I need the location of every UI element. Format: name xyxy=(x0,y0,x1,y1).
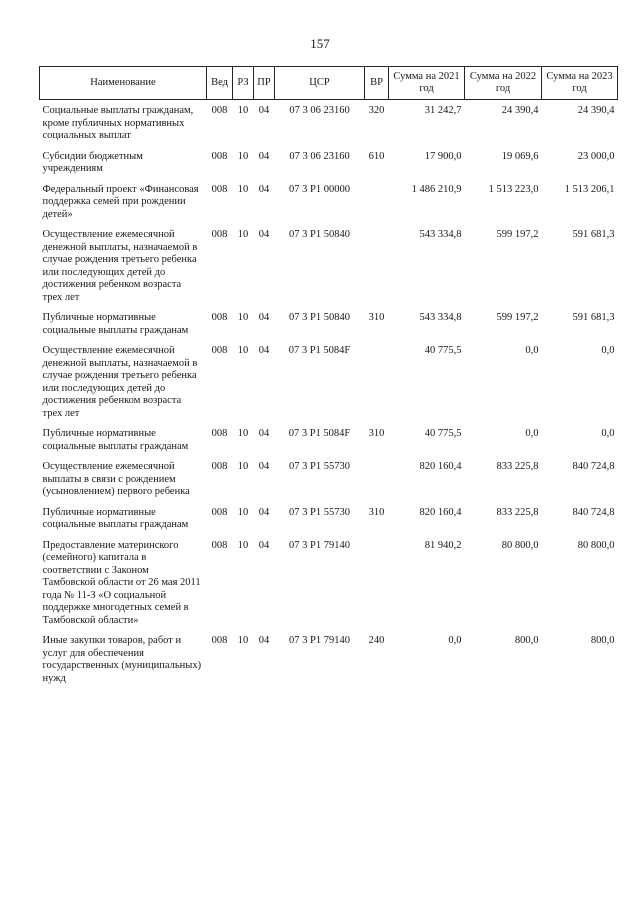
cell-name: Публичные нормативные социальные выплаты гражданам xyxy=(42,506,189,530)
table-row xyxy=(40,221,618,304)
cell-sum-2023: 591 681,3 xyxy=(572,229,615,240)
cell-vr: 320 xyxy=(368,105,385,116)
cell-sum-2022: 80 800,0 xyxy=(501,539,539,551)
cell-sum-2023: 840 724,8 xyxy=(572,461,615,472)
header-sum-2022: Сумма на 2022 год xyxy=(465,67,542,100)
cell-rz: 10 xyxy=(237,635,249,646)
cell-rz: 10 xyxy=(237,461,249,472)
cell-rz: 10 xyxy=(237,150,249,162)
cell-sum-2023: 24 390,4 xyxy=(577,105,615,116)
cell-name: Федеральный проект «Финансовая поддержка семей при рождении детей» xyxy=(42,183,199,220)
table-body xyxy=(40,100,618,686)
cell-vr: 310 xyxy=(368,312,385,323)
cell-name: Социальные выплаты гражданам, кроме публичных нормативных социальных выплат xyxy=(42,105,194,141)
cell-vr: 310 xyxy=(368,506,385,518)
cell-ved: 008 xyxy=(211,506,228,518)
table-row xyxy=(40,532,618,628)
cell-sum-2022: 833 225,8 xyxy=(496,461,539,472)
cell-ved: 008 xyxy=(211,461,228,472)
cell-vr xyxy=(365,532,389,628)
cell-name: Субсидии бюджетным учреждениям xyxy=(42,150,143,174)
cell-name: Предоставление материнского (семейного) капитала в соответствии с Законом Тамбовской области от 26 мая 2011 года № 11-З «О социальной поддержке многодетных семей в Тамбовской области» xyxy=(42,539,201,626)
page-number: 157 xyxy=(310,36,330,51)
cell-pr: 04 xyxy=(258,635,270,646)
cell-sum-2021: 17 900,0 xyxy=(424,150,462,162)
cell-ved: 008 xyxy=(211,105,228,116)
header-sum-2021: Сумма на 2021 год xyxy=(389,67,465,100)
cell-sum-2021: 820 160,4 xyxy=(419,506,462,518)
table-row xyxy=(40,304,618,337)
cell-ved: 008 xyxy=(211,150,228,162)
cell-ved: 008 xyxy=(211,312,228,323)
budget-table xyxy=(39,66,618,685)
cell-sum-2022: 1 513 223,0 xyxy=(488,183,539,195)
cell-name: Публичные нормативные социальные выплаты гражданам xyxy=(42,428,189,452)
cell-sum-2021: 543 334,8 xyxy=(419,229,462,240)
cell-name: Осуществление ежемесячной выплаты в связи с рождением (усыновлением) первого ребенка xyxy=(42,461,190,497)
cell-rz: 10 xyxy=(237,229,249,240)
cell-sum-2023: 840 724,8 xyxy=(572,506,615,518)
header-sum-2023: Сумма на 2023 год xyxy=(542,67,618,100)
cell-name: Публичные нормативные социальные выплаты гражданам xyxy=(42,312,189,336)
header-vr: ВР xyxy=(365,67,389,100)
cell-name: Осуществление ежемесячной денежной выплаты, назначаемой в случае рождения третьего ребенка или последующих детей до достижения ребенком возраста трех лет xyxy=(42,345,198,419)
cell-name: Иные закупки товаров, работ и услуг для обеспечения государственных (муниципальных) нужд xyxy=(42,635,202,684)
table-row xyxy=(40,100,618,143)
cell-pr: 04 xyxy=(258,461,270,472)
cell-sum-2021: 31 242,7 xyxy=(424,105,462,116)
cell-sum-2022: 599 197,2 xyxy=(496,312,539,323)
cell-sum-2021: 0,0 xyxy=(448,635,462,646)
table-row xyxy=(40,499,618,532)
table-header-row xyxy=(40,67,618,100)
cell-sum-2023: 23 000,0 xyxy=(577,150,615,162)
cell-rz: 10 xyxy=(237,539,249,551)
cell-sum-2022: 800,0 xyxy=(514,635,539,646)
cell-sum-2023: 1 513 206,1 xyxy=(564,183,615,195)
cell-sum-2023: 0,0 xyxy=(601,345,615,356)
table-row xyxy=(40,176,618,222)
cell-csr: 07 3 P1 55730 xyxy=(289,461,350,472)
cell-vr xyxy=(365,337,389,420)
cell-sum-2022: 0,0 xyxy=(525,428,539,439)
cell-pr: 04 xyxy=(258,312,270,323)
cell-csr: 07 3 06 23160 xyxy=(289,105,350,116)
cell-csr: 07 3 P1 5084F xyxy=(288,345,351,356)
cell-ved: 008 xyxy=(211,183,228,195)
cell-sum-2021: 40 775,5 xyxy=(424,428,462,439)
cell-sum-2021: 40 775,5 xyxy=(424,345,462,356)
cell-csr: 07 3 P1 00000 xyxy=(289,183,350,195)
cell-csr: 07 3 P1 55730 xyxy=(289,506,350,518)
cell-ved: 008 xyxy=(211,345,228,356)
table-row xyxy=(40,143,618,176)
cell-sum-2022: 24 390,4 xyxy=(501,105,539,116)
cell-sum-2023: 800,0 xyxy=(590,635,615,646)
cell-sum-2021: 81 940,2 xyxy=(424,539,462,551)
cell-sum-2022: 599 197,2 xyxy=(496,229,539,240)
header-ved: Вед xyxy=(207,67,233,100)
header-name: Наименование xyxy=(40,67,207,100)
header-pr: ПР xyxy=(254,67,275,100)
cell-ved: 008 xyxy=(211,229,228,240)
cell-vr: 240 xyxy=(368,635,385,646)
cell-sum-2022: 833 225,8 xyxy=(496,506,539,518)
cell-sum-2023: 80 800,0 xyxy=(577,539,615,551)
cell-ved: 008 xyxy=(211,635,228,646)
cell-pr: 04 xyxy=(258,183,270,195)
cell-rz: 10 xyxy=(237,312,249,323)
cell-csr: 07 3 P1 5084F xyxy=(288,428,351,439)
cell-rz: 10 xyxy=(237,428,249,439)
cell-pr: 04 xyxy=(258,345,270,356)
cell-rz: 10 xyxy=(237,506,249,518)
cell-name: Осуществление ежемесячной денежной выплаты, назначаемой в случае рождения третьего ребенка или последующих детей до достижения ребенком возраста трех лет xyxy=(42,229,198,303)
cell-sum-2021: 820 160,4 xyxy=(419,461,462,472)
cell-vr: 610 xyxy=(368,150,385,162)
cell-ved: 008 xyxy=(211,539,228,551)
cell-rz: 10 xyxy=(237,105,249,116)
cell-sum-2021: 543 334,8 xyxy=(419,312,462,323)
cell-pr: 04 xyxy=(258,229,270,240)
cell-sum-2022: 19 069,6 xyxy=(501,150,539,162)
cell-sum-2021: 1 486 210,9 xyxy=(411,183,462,195)
header-csr: ЦСР xyxy=(275,67,365,100)
table-row xyxy=(40,453,618,499)
cell-vr xyxy=(365,176,389,222)
cell-rz: 10 xyxy=(237,183,249,195)
cell-rz: 10 xyxy=(237,345,249,356)
cell-csr: 07 3 P1 79140 xyxy=(289,635,350,646)
cell-csr: 07 3 P1 79140 xyxy=(289,539,350,551)
cell-sum-2023: 0,0 xyxy=(601,428,615,439)
cell-ved: 008 xyxy=(211,428,228,439)
cell-pr: 04 xyxy=(258,539,270,551)
cell-pr: 04 xyxy=(258,506,270,518)
cell-vr xyxy=(365,453,389,499)
cell-sum-2022: 0,0 xyxy=(525,345,539,356)
header-rz: РЗ xyxy=(233,67,254,100)
cell-pr: 04 xyxy=(258,105,270,116)
table-row xyxy=(40,627,618,685)
cell-vr: 310 xyxy=(368,428,385,439)
cell-vr xyxy=(365,221,389,304)
cell-csr: 07 3 P1 50840 xyxy=(289,312,350,323)
cell-csr: 07 3 P1 50840 xyxy=(289,229,350,240)
cell-pr: 04 xyxy=(258,428,270,439)
cell-pr: 04 xyxy=(258,150,270,162)
table-row xyxy=(40,337,618,420)
cell-sum-2023: 591 681,3 xyxy=(572,312,615,323)
table-row xyxy=(40,420,618,453)
cell-csr: 07 3 06 23160 xyxy=(289,150,350,162)
